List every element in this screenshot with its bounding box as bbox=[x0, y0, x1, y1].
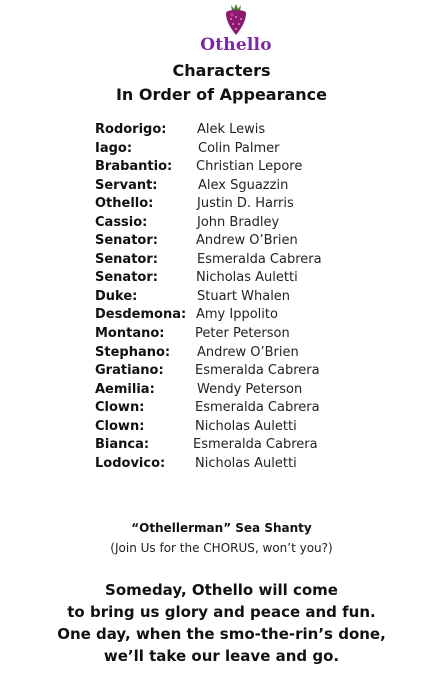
actor-name: Esmeralda Cabrera bbox=[195, 400, 320, 416]
cast-row bbox=[95, 400, 395, 419]
song-title: “Othellerman” Sea Shanty bbox=[131, 521, 312, 535]
role-name: Senator: bbox=[95, 233, 158, 249]
cast-row bbox=[95, 437, 395, 456]
cast-row bbox=[95, 289, 395, 308]
cast-row bbox=[95, 307, 395, 326]
actor-name: Colin Palmer bbox=[198, 140, 280, 156]
role-name: Iago: bbox=[95, 140, 133, 156]
actor-name: Stuart Whalen bbox=[197, 288, 291, 304]
actor-name: Nicholas Auletti bbox=[195, 418, 297, 434]
actor-name: Esmeralda Cabrera bbox=[193, 437, 318, 453]
actor-name: Nicholas Auletti bbox=[195, 455, 297, 471]
role-name: Brabantio: bbox=[95, 159, 173, 175]
cast-row bbox=[95, 363, 395, 382]
othello-logo bbox=[200, 2, 272, 58]
order-subheading: In Order of Appearance bbox=[115, 85, 328, 104]
role-name: Bianca: bbox=[95, 437, 150, 453]
role-name: Senator: bbox=[95, 270, 158, 286]
cast-row bbox=[95, 178, 395, 197]
cast-row bbox=[95, 196, 395, 215]
role-name: Stephano: bbox=[95, 344, 171, 360]
logo-text: Othello bbox=[200, 35, 272, 55]
song-lyrics bbox=[0, 579, 443, 667]
cast-row bbox=[95, 252, 395, 271]
actor-name: John Bradley bbox=[197, 214, 280, 230]
cast-row bbox=[95, 345, 395, 364]
role-name: Duke: bbox=[95, 288, 138, 304]
actor-name: Andrew O’Brien bbox=[196, 233, 298, 249]
role-name: Lodovico: bbox=[95, 455, 166, 471]
role-name: Servant: bbox=[95, 177, 158, 193]
cast-row bbox=[95, 326, 395, 345]
cast-row bbox=[95, 382, 395, 401]
cast-row bbox=[95, 159, 395, 178]
role-name: Othello: bbox=[95, 196, 154, 212]
role-name: Clown: bbox=[95, 418, 145, 434]
lyric-line: One day, when the smo-the-rin’s done, bbox=[57, 625, 386, 643]
actor-name: Christian Lepore bbox=[196, 159, 303, 175]
cast-row bbox=[95, 215, 395, 234]
cast-row bbox=[95, 122, 395, 141]
cast-row bbox=[95, 419, 395, 438]
lyric-line: we’ll take our leave and go. bbox=[103, 647, 340, 665]
cast-list bbox=[95, 122, 395, 474]
actor-name: Alek Lewis bbox=[197, 122, 266, 137]
actor-name: Nicholas Auletti bbox=[196, 270, 298, 286]
actor-name: Esmeralda Cabrera bbox=[197, 251, 322, 267]
role-name: Senator: bbox=[95, 251, 158, 267]
song-subtitle: (Join Us for the CHORUS, won’t you?) bbox=[110, 541, 333, 555]
cast-row bbox=[95, 456, 395, 475]
role-name: Montano: bbox=[95, 326, 165, 342]
lyric-line: Someday, Othello will come bbox=[105, 581, 338, 599]
cast-row bbox=[95, 141, 395, 160]
actor-name: Andrew O’Brien bbox=[197, 344, 299, 360]
role-name: Cassio: bbox=[95, 214, 148, 230]
role-name: Clown: bbox=[95, 400, 145, 416]
actor-name: Esmeralda Cabrera bbox=[195, 363, 320, 379]
actor-name: Alex Sguazzin bbox=[198, 177, 289, 193]
strawberry-icon bbox=[222, 2, 250, 36]
actor-name: Wendy Peterson bbox=[197, 381, 303, 397]
cast-row bbox=[95, 270, 395, 289]
actor-name: Peter Peterson bbox=[195, 326, 290, 342]
lyric-line: to bring us glory and peace and fun. bbox=[67, 603, 376, 621]
role-name: Desdemona: bbox=[95, 307, 187, 323]
role-name: Aemilia: bbox=[95, 381, 155, 397]
cast-row bbox=[95, 233, 395, 252]
actor-name: Amy Ippolito bbox=[196, 307, 278, 323]
characters-heading: Characters bbox=[172, 61, 271, 80]
actor-name: Justin D. Harris bbox=[197, 196, 294, 212]
role-name: Gratiano: bbox=[95, 363, 164, 379]
role-name: Rodorigo: bbox=[95, 122, 167, 137]
